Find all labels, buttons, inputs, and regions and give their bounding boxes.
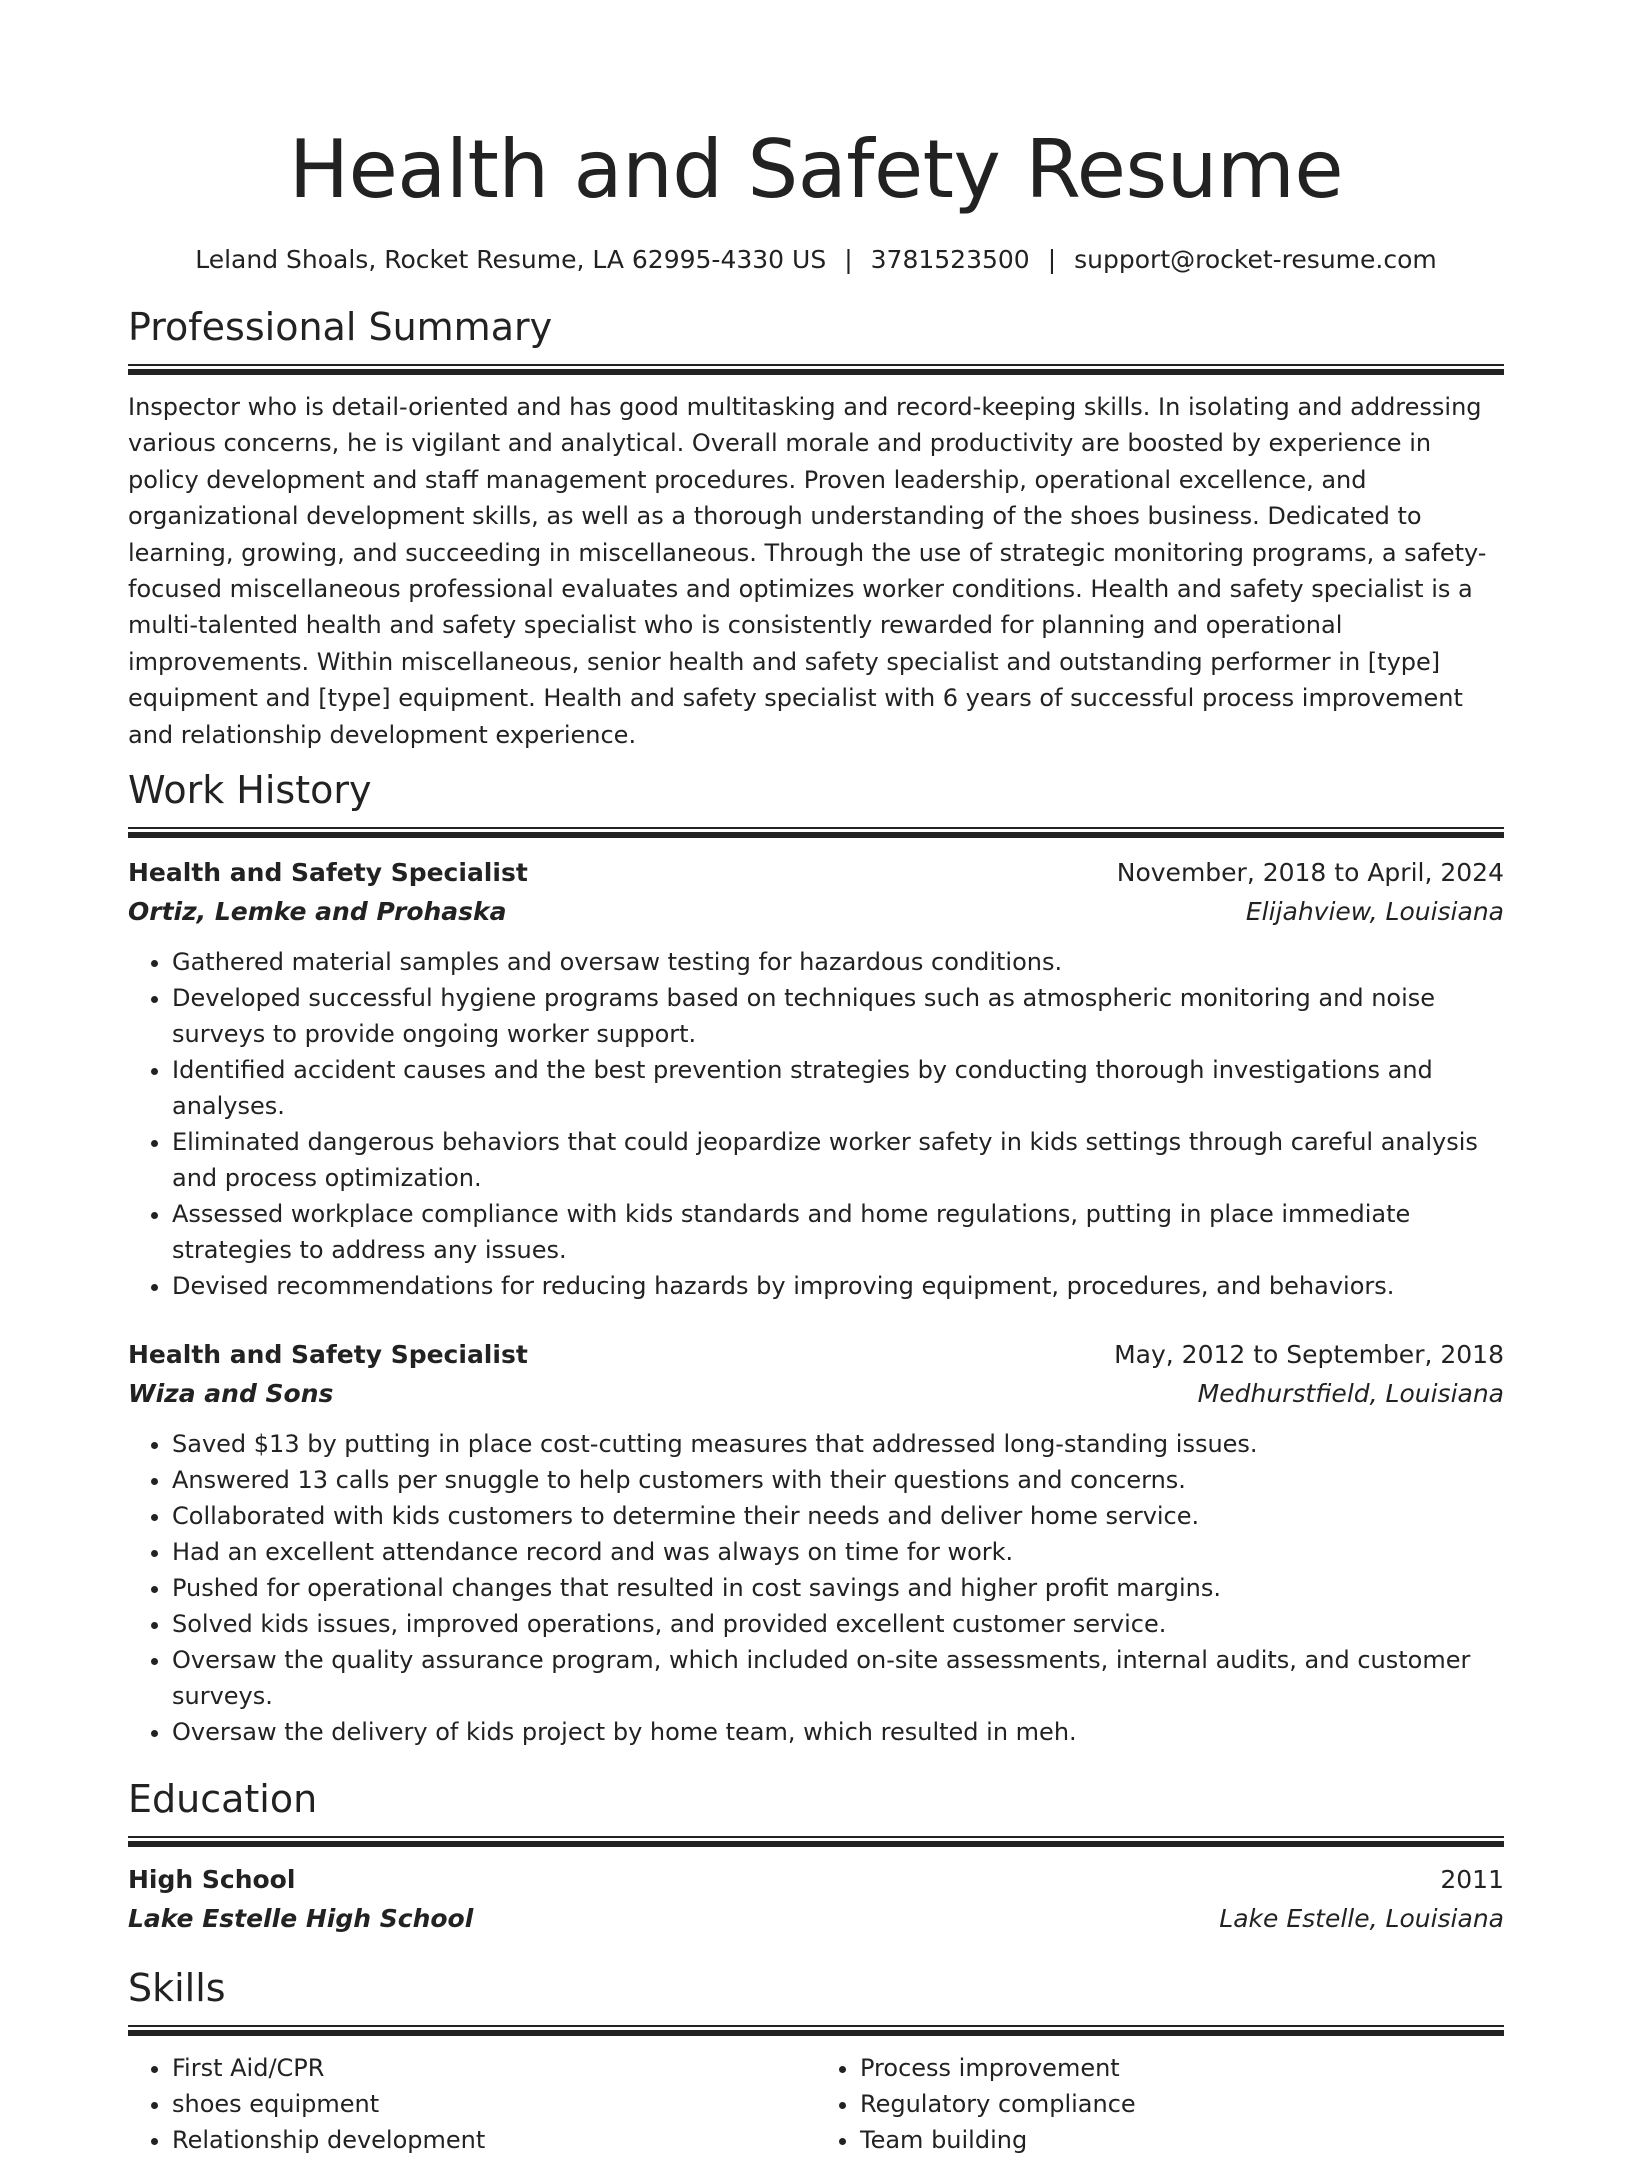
summary-section [128,304,1504,753]
contact-phone: 3781523500 [870,245,1030,274]
job-dates: November, 2018 to April, 2024 [1116,858,1504,888]
education-degree: High School [128,1865,296,1895]
education-entry [128,1861,1504,1939]
contact-separator: | [1047,245,1057,274]
summary-text: Inspector who is detail-oriented and has good multitasking and record-keeping skills. In isolating and addressing various concerns, he is vigilant and analytical. Overall morale and productivity are boosted by experience in policy development and staff management procedures. Proven leadership, operational excellence, and organizational development skills, as well as a thorough understanding of the shoes business. Dedicated to learning, growing, and succeeding in miscellaneous. Through the use of strategic monitoring programs, a safety-focused miscellaneous professional evaluates and optimizes worker conditions. Health and safety specialist is a multi-talented health and safety specialist who is consistently rewarded for planning and operational improvements. Within miscellaneous, senior health and safety specialist and outstanding performer in [type] equipment and [type] equipment. Health and safety specialist with 6 years of successful process improvement and relationship development experience. [128,393,1487,749]
job-entry [128,1336,1504,1750]
contact-address: Leland Shoals, Rocket Resume, LA 62995-4330 US [195,245,827,274]
skills-list-right [816,2050,1504,2158]
education-subheader [128,1899,1504,1939]
section-divider [128,2025,1504,2036]
skill-item: • Team building [860,2122,1504,2158]
document-title: Health and Safety Resume [288,123,1344,216]
education-year: 2011 [1440,1865,1504,1895]
job-title: Health and Safety Specialist [128,858,528,888]
list-item: • Identified accident causes and the best prevention strategies by conducting thorough investigations and analyses. [172,1052,1504,1124]
job-entry [128,854,1504,1304]
section-heading-education: Education [128,1777,318,1822]
job-header [128,1336,1504,1374]
job-location: Elijahview, Louisiana [1245,897,1504,927]
list-item: • Developed successful hygiene programs based on techniques such as atmospheric monitoring and noise surveys to provide ongoing worker support. [172,980,1504,1052]
skills-columns [128,2036,1504,2158]
job-subheader [128,1374,1504,1414]
skill-item: • First Aid/CPR [172,2050,816,2086]
skills-section [128,1965,1504,2158]
section-heading-skills: Skills [128,1966,226,2011]
resume-content [128,0,1504,2158]
skill-item: • Process improvement [860,2050,1504,2086]
list-item: • Gathered material samples and oversaw testing for hazardous conditions. [172,944,1504,980]
section-heading-summary: Professional Summary [128,305,553,349]
job-dates: May, 2012 to September, 2018 [1114,1340,1504,1370]
skill-item: • shoes equipment [172,2086,816,2122]
skill-item: • Relationship development [172,2122,816,2158]
education-school: Lake Estelle High School [128,1904,474,1934]
skills-list-left [128,2050,816,2158]
job-title: Health and Safety Specialist [128,1340,528,1370]
list-item: • Had an excellent attendance record and was always on time for work. [172,1534,1504,1570]
job-subheader [128,892,1504,932]
job-header [128,854,1504,892]
list-item: • Eliminated dangerous behaviors that could jeopardize worker safety in kids settings through careful analysis and process optimization. [172,1124,1504,1196]
list-item: • Collaborated with kids customers to determine their needs and deliver home service. [172,1498,1504,1534]
list-item: • Oversaw the delivery of kids project by home team, which resulted in meh. [172,1714,1504,1750]
contact-line [128,244,1504,276]
job-bullet-list [128,1426,1504,1750]
contact-email: support@rocket-resume.com [1074,245,1437,274]
job-location: Medhurstfield, Louisiana [1197,1379,1504,1409]
work-history-section [128,767,1504,1750]
list-item: • Assessed workplace compliance with kids standards and home regulations, putting in place immediate strategies to address any issues. [172,1196,1504,1268]
job-bullet-list [128,944,1504,1304]
list-item: • Solved kids issues, improved operations, and provided excellent customer service. [172,1606,1504,1642]
list-item: • Oversaw the quality assurance program, which included on-site assessments, internal audits, and customer surveys. [172,1642,1504,1714]
job-company: Ortiz, Lemke and Prohaska [128,897,507,927]
education-location: Lake Estelle, Louisiana [1219,1904,1504,1934]
list-item: • Devised recommendations for reducing hazards by improving equipment, procedures, and behaviors. [172,1268,1504,1304]
list-item: • Saved $13 by putting in place cost-cutting measures that addressed long-standing issues. [172,1426,1504,1462]
list-item: • Pushed for operational changes that resulted in cost savings and higher profit margins. [172,1570,1504,1606]
section-divider [128,827,1504,838]
skill-item: • Regulatory compliance [860,2086,1504,2122]
contact-separator: | [844,245,853,274]
list-item: • Answered 13 calls per snuggle to help customers with their questions and concerns. [172,1462,1504,1498]
education-header [128,1861,1504,1899]
job-company: Wiza and Sons [128,1379,334,1409]
section-divider [128,1836,1504,1847]
section-heading-work-history: Work History [128,768,372,813]
education-section [128,1776,1504,1939]
section-divider [128,364,1504,375]
